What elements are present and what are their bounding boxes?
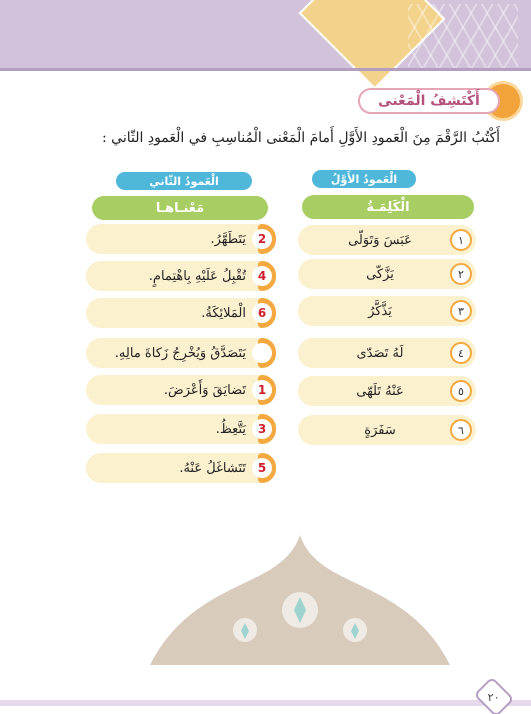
- word-text: عَنْهُ تَلَهّى: [356, 383, 404, 399]
- meaning-text: يَتَطَهَّرُ.: [210, 231, 246, 247]
- answer-number[interactable]: 6: [252, 303, 272, 323]
- answer-number[interactable]: 4: [252, 266, 272, 286]
- meaning-row: [86, 298, 270, 328]
- answer-number[interactable]: 1: [252, 380, 272, 400]
- answer-number[interactable]: [252, 343, 272, 363]
- word-text: عَبَسَ وَتَوَلّى: [348, 232, 412, 248]
- meaning-row: [86, 453, 270, 483]
- column-one-subheader: الْكَلِمَـةُ: [302, 195, 474, 219]
- meaning-row: [86, 261, 270, 291]
- header-divider: [0, 68, 531, 71]
- exercise-instruction: أَكْتُبُ الرَّقْمَ مِنَ الْعَمودِ الأَوَّلِ أَمامَ الْمَعْنى الْمُناسِبِ في الْعَمودِ الثّاني :: [102, 130, 500, 146]
- answer-number[interactable]: 5: [252, 458, 272, 478]
- meaning-text: تَتَشاغَلُ عَنْهُ.: [179, 460, 246, 476]
- word-row: [298, 225, 476, 255]
- word-row: [298, 259, 476, 289]
- meaning-text: الْمَلائِكَةُ.: [201, 305, 246, 321]
- footer-line: [0, 700, 531, 706]
- word-number: ٣: [450, 300, 472, 322]
- word-text: يَذَّكَّرُ: [368, 303, 392, 319]
- meaning-row: [86, 338, 270, 368]
- meaning-row: [86, 414, 270, 444]
- column-one-header: الْعَمودُ الأَوَّلُ: [312, 170, 416, 188]
- column-two-subheader: مَعْنـاهـا: [92, 196, 268, 220]
- meaning-row: [86, 375, 270, 405]
- section-title: أَكْتَشِفُ الْمَعْنى: [358, 88, 500, 114]
- word-number: ١: [450, 229, 472, 251]
- meaning-text: يَتَصَدَّقُ وَيُخْرِجُ زَكاةَ مالِهِ.: [114, 345, 246, 361]
- word-number: ٤: [450, 342, 472, 364]
- word-number: ٢: [450, 263, 472, 285]
- answer-number[interactable]: 3: [252, 419, 272, 439]
- meaning-row: [86, 224, 270, 254]
- islamic-ornament: [150, 535, 450, 685]
- word-row: [298, 415, 476, 445]
- meaning-text: تُقْبِلُ عَلَيْهِ بِاهْتِمامٍ.: [148, 268, 246, 284]
- word-row: [298, 338, 476, 368]
- page-number: ٢٠: [488, 690, 500, 704]
- word-text: يَزَّكّى: [366, 266, 394, 282]
- word-row: [298, 376, 476, 406]
- meaning-text: يَتَّعِظُ.: [215, 421, 246, 437]
- column-two-header: الْعَمودُ الثّاني: [116, 172, 252, 190]
- word-text: سَفَرَةٍ: [364, 422, 396, 438]
- page-number-badge: [473, 676, 514, 714]
- answer-number[interactable]: 2: [252, 229, 272, 249]
- word-text: لَهُ تَصَدّى: [356, 345, 404, 361]
- meaning-text: تَضايَقَ وَأَعْرَضَ.: [163, 382, 246, 398]
- word-row: [298, 296, 476, 326]
- decorative-lattice: [408, 4, 518, 74]
- word-number: ٥: [450, 380, 472, 402]
- word-number: ٦: [450, 419, 472, 441]
